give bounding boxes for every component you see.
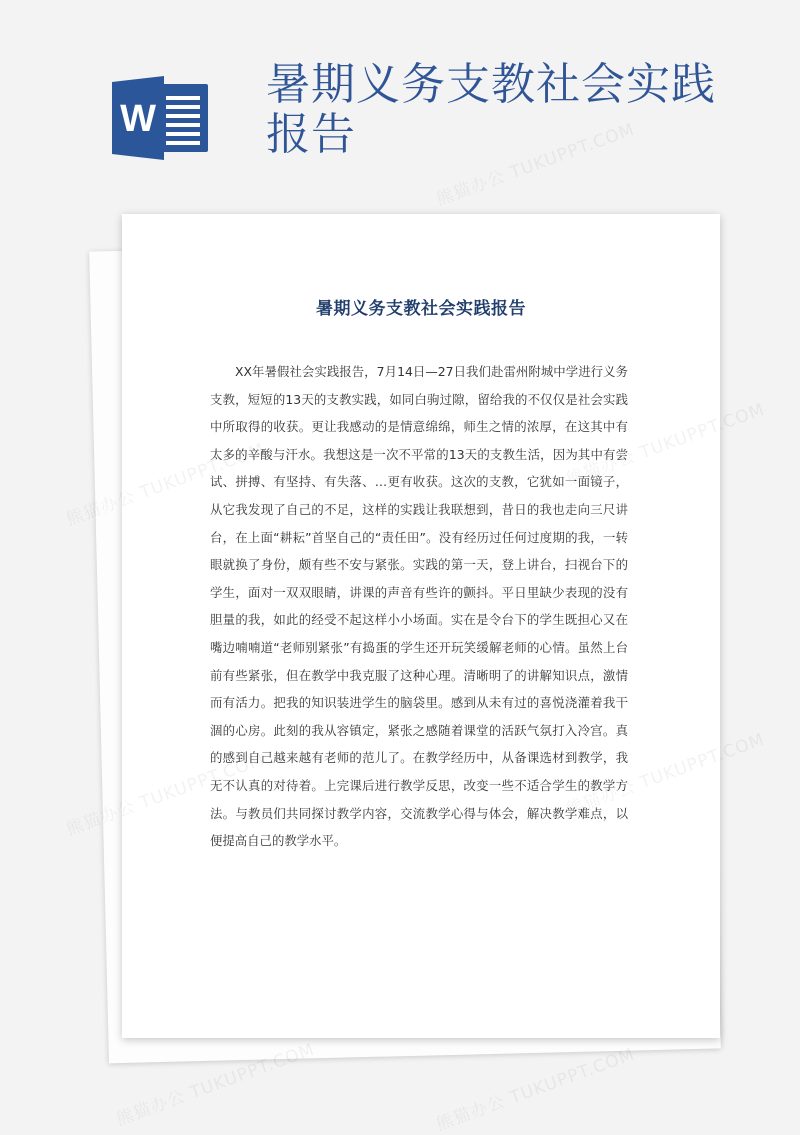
document-body: XX年暑假社会实践报告，7月14日—27日我们赴雷州附城中学进行义务支教，短短的13天的支教实践，如同白驹过隙，留给我的不仅仅是社会实践中所取得的收获。更让我感动的是情意绵绵，师生之情的浓厚，在这其中有太多的辛酸与汗水。我想这是一次不平常的13天的支教生活，因为其中有尝试、拼搏、有坚持、有失落、…更有收获。这次的支教，它犹如一面镜子，从它我发现了自己的不足，这样的实践让我联想到，昔日的我也走向三尺讲台，在上面“耕耘”首坚自己的“责任田”。没有经历过任何过度期的我，一转眼就换了身份，颇有些不安与紧张。实践的第一天，登上讲台，扫视台下的学生，面对一双双眼睛，讲课的声音有些许的颤抖。平日里缺少表现的没有胆量的我，如此的经受不起这样小小场面。实在是令台下的学生既担心又在嘴边喃喃道“老师别紧张”有捣蛋的学生还开玩笑缓解老师的心情。虽然上台前有些紧张，但在教学中我克服了这种心理。清晰明了的讲解知识点，激情而有活力。把我的知识装进学生的脑袋里。感到从未有过的喜悦浇灌着我干涸的心房。此刻的我从容镇定，紧张之感随着课堂的活跃气氛打入冷宫。真的感到自己越来越有老师的范儿了。在教学经历中，从备课选材到教学，我无不认真的对待着。上完课后进行教学反思，改变一些不适合学生的教学方法。与教员们共同探讨教学内容，交流教学心得与体会，解决教学难点，以便提高自己的教学水平。 — [210, 364, 628, 849]
watermark: 熊猫办公 TUKUPPT.COM — [113, 1039, 318, 1131]
document-title: 暑期义务支教社会实践报告 — [316, 299, 526, 319]
watermark: 熊猫办公 TUKUPPT.COM — [433, 119, 638, 211]
word-logo-letter: W — [120, 98, 156, 140]
word-app-icon — [112, 76, 214, 160]
document-page — [122, 214, 720, 1038]
watermark: 熊猫办公 — [63, 796, 139, 841]
watermark: 熊猫办公 TUKUPPT.COM — [433, 1044, 638, 1135]
banner-title: 暑期义务支教社会实践报告 — [266, 59, 716, 160]
